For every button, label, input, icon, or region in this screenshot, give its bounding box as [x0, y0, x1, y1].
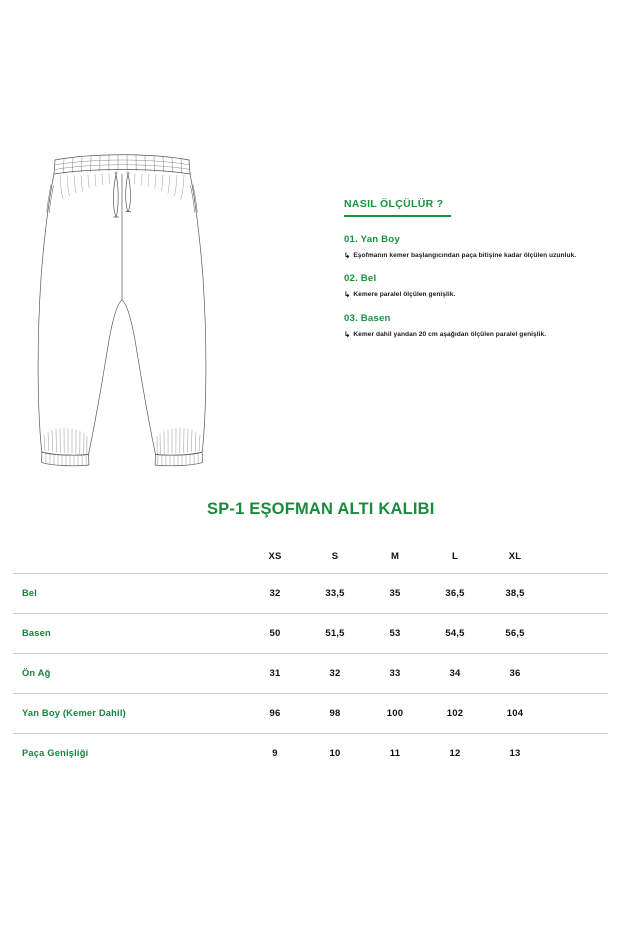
- cell-bel-l: 36,5: [445, 587, 465, 599]
- cell-paca-m: 11: [389, 747, 401, 759]
- table-row: [13, 653, 608, 693]
- measure-step-1-description: [344, 252, 606, 261]
- how-to-measure-heading: NASIL ÖLÇÜLÜR ?: [344, 198, 444, 210]
- cell-paca-xs: 9: [272, 747, 278, 759]
- measure-step-3-description-text: Kemer dahil yandan 20 cm aşağıdan ölçülen paralel genişlik.: [353, 330, 547, 338]
- row-label-paca-genisligi: Paça Genişliği: [22, 748, 89, 759]
- row-label-bel: Bel: [22, 588, 38, 598]
- header-size-s: S: [331, 550, 339, 562]
- measure-step-1-description-text: Eşofmanın kemer başlangıcından paça bitişine kadar ölçülen uzunluk.: [353, 251, 577, 259]
- table-row: [13, 733, 608, 773]
- arrow-down-right-icon: ↳: [344, 329, 351, 339]
- cell-spacer: [545, 653, 608, 693]
- cell-on-ag-xs: 31: [269, 667, 281, 679]
- cell-paca-xl: 13: [509, 747, 521, 759]
- sweatpants-illustration: [22, 140, 222, 505]
- cell-yan-boy-xs: 96: [269, 707, 281, 719]
- heading-underline: [344, 215, 451, 217]
- cell-yan-boy-l: 102: [446, 707, 464, 719]
- cell-on-ag-s: 32: [329, 667, 341, 679]
- row-label-on-ag: Ön Ağ: [22, 668, 51, 678]
- measure-step-2-title: 02. Bel: [344, 273, 377, 285]
- cell-basen-l: 54,5: [445, 627, 465, 639]
- header-size-xl: XL: [508, 550, 522, 562]
- header-size-l: L: [451, 550, 458, 562]
- cell-bel-m: 35: [389, 587, 401, 599]
- header-size-m: M: [390, 550, 400, 562]
- cell-on-ag-l: 34: [449, 667, 461, 679]
- table-header-row: [13, 540, 608, 573]
- cell-spacer: [545, 613, 608, 653]
- header-measurement: [13, 540, 245, 573]
- measure-step-2: [344, 273, 606, 300]
- cell-basen-m: 53: [389, 627, 401, 639]
- measure-step-3-title: 03. Basen: [344, 312, 391, 324]
- cell-bel-xl: 38,5: [505, 587, 525, 599]
- cell-basen-xs: 50: [269, 627, 281, 639]
- table-row: [13, 613, 608, 653]
- cell-spacer: [545, 693, 608, 733]
- measure-step-2-description-text: Kemere paralel ölçülen genişlik.: [353, 291, 456, 299]
- arrow-down-right-icon: ↳: [344, 290, 351, 300]
- cell-yan-boy-s: 98: [329, 707, 341, 719]
- how-to-measure-section: [344, 198, 606, 352]
- cell-bel-xs: 32: [269, 587, 281, 599]
- arrow-down-right-icon: ↳: [344, 250, 351, 260]
- row-label-yan-boy: Yan Boy (Kemer Dahil): [22, 708, 126, 718]
- cell-on-ag-m: 33: [389, 667, 401, 679]
- measure-step-3-description: [344, 331, 606, 340]
- header-spacer: [545, 540, 608, 573]
- cell-yan-boy-xl: 104: [506, 707, 524, 719]
- table-row: [13, 693, 608, 733]
- cell-basen-s: 51,5: [325, 627, 345, 639]
- row-label-basen: Basen: [22, 628, 51, 638]
- page-title: SP-1 EŞOFMAN ALTI KALIBI: [207, 500, 435, 518]
- size-chart-table: [13, 540, 608, 773]
- cell-paca-s: 10: [329, 747, 341, 759]
- cell-on-ag-xl: 36: [509, 667, 521, 679]
- cell-yan-boy-m: 100: [386, 707, 404, 719]
- measure-step-1: [344, 234, 606, 261]
- cell-basen-xl: 56,5: [505, 627, 525, 639]
- header-size-xs: XS: [268, 550, 282, 562]
- cell-spacer: [545, 733, 608, 773]
- cell-spacer: [545, 573, 608, 613]
- measure-step-3: [344, 313, 606, 340]
- cell-paca-l: 12: [449, 747, 461, 759]
- measure-step-2-description: [344, 291, 606, 300]
- cell-bel-s: 33,5: [325, 587, 345, 599]
- table-row: [13, 573, 608, 613]
- measure-step-1-title: 01. Yan Boy: [344, 233, 400, 245]
